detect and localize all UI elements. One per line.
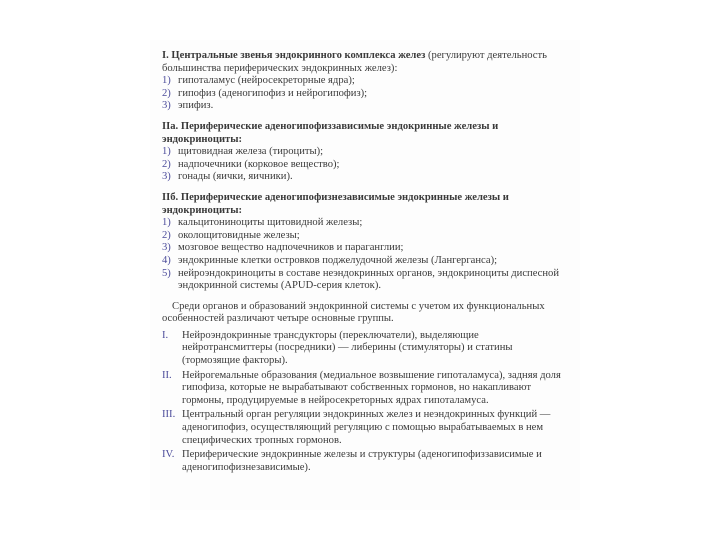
group-number: IV.	[162, 449, 175, 461]
group-item	[162, 449, 567, 474]
section-peripheral-dependent	[162, 121, 567, 184]
item-text: надпочечники (корковое вещество);	[178, 158, 340, 170]
group-text: Нейрогемальные образования (медиальное возвышение гипоталамуса), задняя доля гипофиза, которые не вырабатывают собственных гормонов, но накапливают гормоны, продуцируемые в нейросекреторных ядрах гипоталамуса.	[182, 369, 561, 406]
section1-title: I. Центральные звенья эндокринного комплекса желез	[162, 50, 426, 61]
item-number: 3)	[162, 242, 171, 254]
group-text: Нейроэндокринные трансдукторы (переключатели), выделяющие нейротрансмиттеры (посредники) — либерины (стимуляторы) и статины (тормозящие факторы).	[182, 329, 513, 367]
section-peripheral-independent	[162, 192, 567, 293]
section1-list	[162, 75, 567, 113]
list-item	[162, 75, 567, 88]
item-text: гонады (яички, яичники).	[178, 171, 293, 183]
item-text: нейроэндокриноциты в составе неэндокринных органов, эндокриноциты диспесной эндокринной системы (APUD-серия клеток).	[178, 267, 559, 292]
list-item	[162, 159, 567, 172]
groups-list	[162, 330, 567, 475]
item-number: 2)	[162, 158, 171, 170]
group-number: II.	[162, 369, 172, 381]
group-number: I.	[162, 329, 169, 341]
item-text: эндокринные клетки островков поджелудочной железы (Лангерганса);	[178, 254, 498, 266]
list-item	[162, 146, 567, 159]
item-number: 1)	[162, 75, 171, 87]
item-text: эпифиз.	[178, 100, 214, 112]
item-text: гипоталамус (нейросекреторные ядра);	[178, 75, 355, 87]
group-text: Центральный орган регуляции эндокринных желез и неэндокринных функций — аденогипофиз, осуществляющий регуляцию с помощью вырабатываемых в нем специфических тропных гормонов.	[182, 409, 551, 446]
list-item	[162, 171, 567, 184]
list-item	[162, 100, 567, 113]
group-item	[162, 330, 567, 368]
item-number: 1)	[162, 217, 171, 229]
item-text: гипофиз (аденогипофиз и нейрогипофиз);	[178, 87, 368, 99]
list-item	[162, 230, 567, 243]
item-text: околощитовидные железы;	[178, 229, 300, 241]
list-item	[162, 217, 567, 230]
group-number: III.	[162, 409, 176, 421]
list-item	[162, 88, 567, 101]
item-number: 3)	[162, 171, 171, 183]
section1-note: (регулируют деятельность большинства периферических эндокринных желез):	[162, 50, 547, 74]
item-text: мозговое вещество надпочечников и параганглии;	[178, 242, 404, 254]
section2a-list	[162, 146, 567, 184]
group-item	[162, 409, 567, 447]
item-number: 5)	[162, 267, 171, 279]
item-text: кальцитониноциты щитовидной железы;	[178, 217, 363, 229]
item-number: 4)	[162, 254, 171, 266]
item-number: 2)	[162, 229, 171, 241]
item-number: 2)	[162, 87, 171, 99]
group-item	[162, 370, 567, 408]
group-text: Периферические эндокринные железы и структуры (аденогипофиззависимые и аденогипофизнезависимые).	[182, 449, 542, 473]
list-item	[162, 255, 567, 268]
item-number: 3)	[162, 100, 171, 112]
item-number: 1)	[162, 146, 171, 158]
list-item	[162, 268, 567, 293]
section2a-title: IIа. Периферические аденогипофиззависимые эндокринные железы и эндокриноциты:	[162, 120, 499, 145]
section-central-links	[162, 50, 567, 113]
intro-paragraph: Среди органов и образований эндокринной системы с учетом их функциональных особенностей различают четыре основные группы.	[162, 300, 545, 325]
section2b-list	[162, 217, 567, 293]
list-item	[162, 242, 567, 255]
section2b-title: IIб. Периферические аденогипофизнезависимые эндокринные железы и эндокриноциты:	[162, 191, 509, 216]
document-content	[162, 50, 567, 476]
item-text: щитовидная железа (тироциты);	[178, 146, 324, 158]
